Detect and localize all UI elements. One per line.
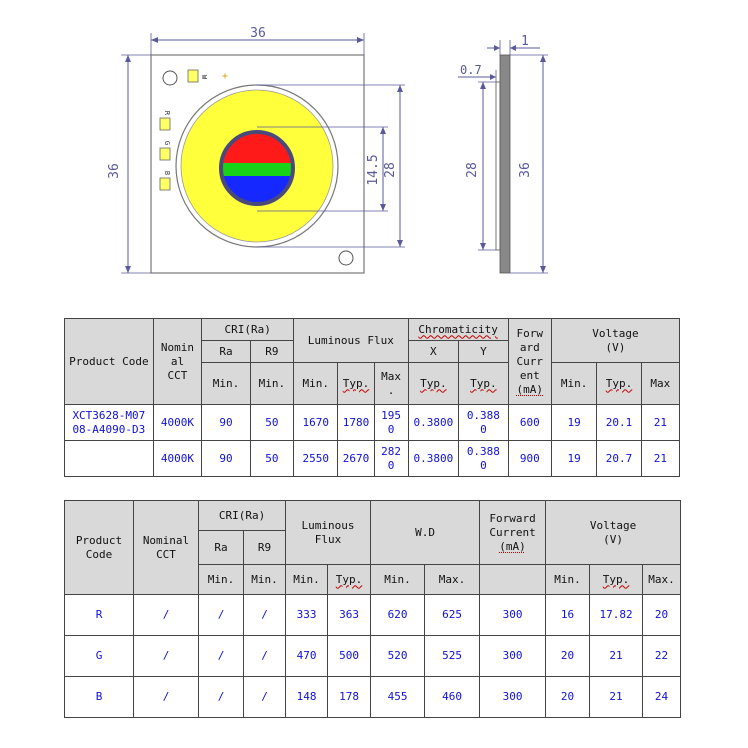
hdr-v-min: Min.: [546, 565, 590, 595]
hdr-v-min: Min.: [551, 363, 596, 405]
cell-v-max: 24: [643, 677, 681, 718]
cell-v-typ: 21: [590, 636, 643, 677]
cell-code: [65, 441, 154, 477]
hdr-y-typ: Typ.: [459, 363, 509, 405]
hdr-r9: R9: [244, 531, 286, 565]
cell-flux-min: 148: [286, 677, 328, 718]
pad-b: [160, 178, 170, 190]
hdr-x: X: [408, 341, 459, 363]
hdr-x-typ: Typ.: [408, 363, 459, 405]
hdr-luminous-flux: Luminous Flux: [286, 501, 371, 565]
hdr-ra: Ra: [202, 341, 250, 363]
hdr-v-typ: Typ.: [597, 363, 641, 405]
hdr-cri: CRI(Ra): [199, 501, 286, 531]
cell-v-min: 16: [546, 595, 590, 636]
cell-y: 0.388 0: [459, 405, 509, 441]
hdr-voltage: Voltage (V): [551, 319, 679, 363]
cell-v-typ: 20.1: [597, 405, 641, 441]
pad-g: [160, 148, 170, 160]
hdr-flux-max: Max .: [374, 363, 408, 405]
cell-flux-min: 470: [286, 636, 328, 677]
hdr-r9-min: Min.: [250, 363, 293, 405]
cell-flux-typ: 178: [328, 677, 371, 718]
hdr-r9: R9: [250, 341, 293, 363]
pad-g-label: G: [163, 140, 171, 146]
cell-v-typ: 21: [590, 677, 643, 718]
dim-side-total-label: 36: [518, 162, 533, 178]
hdr-flux-typ: Typ.: [338, 363, 374, 405]
dim-thickness-label: 1: [521, 34, 529, 49]
cell-r9: 50: [250, 405, 293, 441]
dim-width-label: 36: [250, 26, 266, 41]
cob-dimension-drawing: [0, 0, 748, 300]
cell-flux-typ: 500: [328, 636, 371, 677]
cell-v-max: 20: [643, 595, 681, 636]
side-view-board: [500, 55, 510, 273]
cell-wd-min: 455: [371, 677, 425, 718]
pad-b-label: B: [163, 170, 171, 176]
cell-cct: /: [134, 677, 199, 718]
cell-flux-typ: 363: [328, 595, 371, 636]
cell-v-typ: 20.7: [597, 441, 641, 477]
pad-r-label: R: [163, 110, 171, 116]
cell-flux-min: 1670: [294, 405, 338, 441]
cell-code: B: [65, 677, 134, 718]
cell-x: 0.3800: [408, 441, 459, 477]
hdr-ra-min: Min.: [199, 565, 244, 595]
cell-ra: /: [199, 636, 244, 677]
pad-r: [160, 118, 170, 130]
cell-current: 600: [508, 405, 551, 441]
dim-lens-height-label: 0.7: [460, 63, 482, 77]
cell-ra: /: [199, 677, 244, 718]
cell-cct: 4000K: [153, 441, 201, 477]
table-row: [65, 405, 680, 441]
cell-r9: /: [244, 677, 286, 718]
hdr-v-typ: Typ.: [590, 565, 643, 595]
cell-v-typ: 17.82: [590, 595, 643, 636]
cell-flux-typ: 1780: [338, 405, 374, 441]
hdr-flux-typ: Typ.: [328, 565, 371, 595]
hdr-v-max: Max: [641, 363, 679, 405]
mounting-hole-bottom: [339, 251, 353, 265]
table-row: [65, 441, 680, 477]
cell-v-min: 19: [551, 405, 596, 441]
cell-flux-min: 2550: [294, 441, 338, 477]
cell-current: 900: [508, 441, 551, 477]
hdr-current-blank: [480, 565, 546, 595]
hdr-flux-min: Min.: [294, 363, 338, 405]
hdr-nominal-cct: Nominal CCT: [134, 501, 199, 595]
cell-ra: 90: [202, 405, 250, 441]
cell-r9: 50: [250, 441, 293, 477]
hdr-forward-current: Forward Current (mA): [480, 501, 546, 565]
hdr-wd-max: Max.: [425, 565, 480, 595]
hdr-product-code: Product Code: [65, 319, 154, 405]
cell-r9: /: [244, 595, 286, 636]
cell-v-min: 20: [546, 636, 590, 677]
table-row: [65, 595, 681, 636]
cell-code: R: [65, 595, 134, 636]
dim-emitter-label: 28: [383, 162, 398, 178]
pad-w-label: W: [200, 74, 208, 80]
side-view-lens: [496, 82, 500, 250]
hdr-cri: CRI(Ra): [202, 319, 294, 341]
cell-flux-max: 195 0: [374, 405, 408, 441]
cell-wd-max: 525: [425, 636, 480, 677]
table-row: [65, 636, 681, 677]
hdr-nominal-cct: Nomin al CCT: [153, 319, 201, 405]
cell-code: G: [65, 636, 134, 677]
cell-current: 300: [480, 595, 546, 636]
cell-wd-min: 520: [371, 636, 425, 677]
mounting-hole-top: [163, 71, 177, 85]
hdr-product-code: Product Code: [65, 501, 134, 595]
hdr-ra: Ra: [199, 531, 244, 565]
spec-table-rgb: [64, 500, 681, 718]
pad-w: [188, 70, 198, 82]
cell-wd-min: 620: [371, 595, 425, 636]
cell-current: 300: [480, 636, 546, 677]
cell-ra: 90: [202, 441, 250, 477]
hdr-luminous-flux: Luminous Flux: [294, 319, 409, 363]
cell-flux-min: 333: [286, 595, 328, 636]
dim-inner-label: 14.5: [366, 154, 381, 186]
hdr-y: Y: [459, 341, 509, 363]
cell-v-max: 22: [643, 636, 681, 677]
cell-v-min: 19: [551, 441, 596, 477]
cell-v-max: 21: [641, 441, 679, 477]
cell-current: 300: [480, 677, 546, 718]
hdr-flux-min: Min.: [286, 565, 328, 595]
hdr-voltage: Voltage (V): [546, 501, 681, 565]
cell-v-max: 21: [641, 405, 679, 441]
cell-wd-max: 625: [425, 595, 480, 636]
cell-r9: /: [244, 636, 286, 677]
cell-cct: /: [134, 636, 199, 677]
cell-code: XCT3628-M07 08-A4090-D3: [65, 405, 154, 441]
cell-x: 0.3800: [408, 405, 459, 441]
cell-wd-max: 460: [425, 677, 480, 718]
cell-cct: /: [134, 595, 199, 636]
pad-plus-sign: +: [222, 71, 229, 82]
table-row: [65, 677, 681, 718]
cell-cct: 4000K: [153, 405, 201, 441]
cell-ra: /: [199, 595, 244, 636]
hdr-forward-current: Forw ard Curr ent (mA): [508, 319, 551, 405]
hdr-r9-min: Min.: [244, 565, 286, 595]
cell-v-min: 20: [546, 677, 590, 718]
spec-table-white: [64, 318, 680, 477]
dim-side-inner-label: 28: [465, 162, 480, 178]
hdr-v-max: Max.: [643, 565, 681, 595]
dim-height-label: 36: [107, 163, 122, 179]
cell-flux-max: 282 0: [374, 441, 408, 477]
cell-flux-typ: 2670: [338, 441, 374, 477]
hdr-ra-min: Min.: [202, 363, 250, 405]
hdr-wd: W.D: [371, 501, 480, 565]
hdr-chromaticity: Chromaticity: [408, 319, 508, 341]
cell-y: 0.388 0: [459, 441, 509, 477]
hdr-wd-min: Min.: [371, 565, 425, 595]
